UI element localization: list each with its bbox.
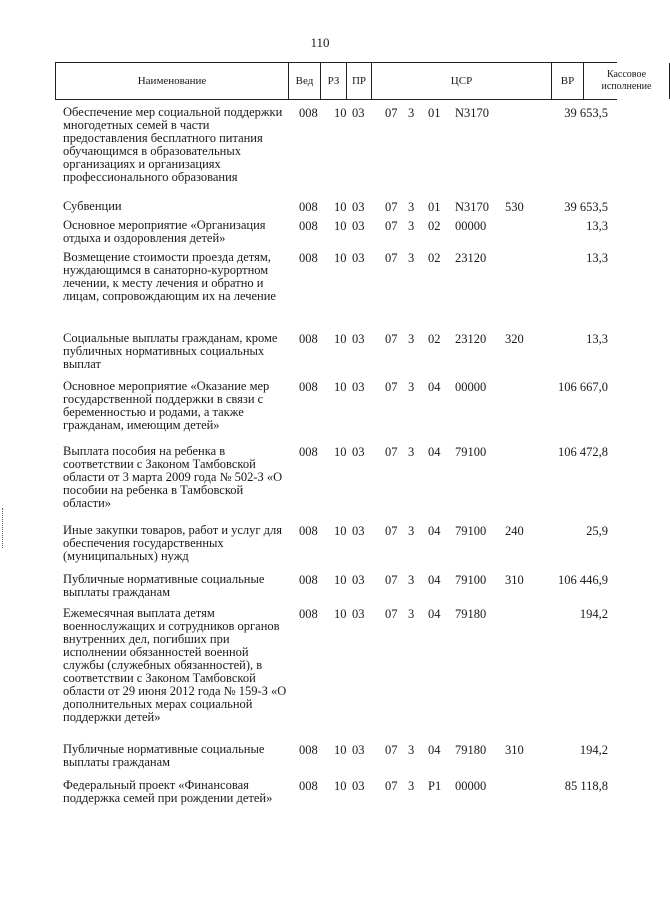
table-header [55,62,652,100]
row-rz: 10 [334,380,347,394]
header-ved: Вед [289,63,321,99]
row-ved: 008 [299,219,318,233]
header-name: Наименование [56,63,289,99]
page-number: 110 [310,35,330,50]
row-ved: 008 [299,332,318,346]
row-csr-program: 07 [385,219,398,233]
row-csr-event: 04 [428,524,441,538]
row-csr-program: 07 [385,251,398,265]
header-csr: ЦСР [372,63,552,99]
row-csr-event: 02 [428,332,441,346]
row-amount: 106 667,0 [558,380,608,394]
row-rz: 10 [334,524,347,538]
row-csr-event: 04 [428,607,441,621]
header-vr: ВР [552,63,584,99]
row-rz: 10 [334,332,347,346]
row-ved: 008 [299,251,318,265]
row-csr-program: 07 [385,743,398,757]
row-name: Публичные нормативные социальные выплаты гражданам [63,742,265,769]
row-amount: 194,2 [579,607,608,621]
header-pr: ПР [347,63,372,99]
row-csr-event: 01 [428,200,441,214]
row-csr-program: 07 [385,380,398,394]
row-vr: 310 [505,743,524,757]
row-pr: 03 [352,200,365,214]
row-name: Иные закупки товаров, работ и услуг для обеспечения государственных (муниципальных) нужд [63,523,283,563]
row-csr-direction: 00000 [455,779,487,793]
row-csr-direction: 23120 [455,251,487,265]
row-pr: 03 [352,524,365,538]
row-csr-direction: N3170 [455,106,490,120]
row-csr-direction: 79180 [455,743,487,757]
row-name: Возмещение стоимости проезда детям, нуждающимся в санаторно-курортном лечении, к месту лечения и обратно и лицам, сопровождающим их на лечение [63,250,276,303]
row-rz: 10 [334,573,347,587]
row-rz: 10 [334,743,347,757]
row-name: Социальные выплаты гражданам, кроме публичных нормативных социальных выплат [63,331,278,371]
row-csr-subprogram: 3 [408,332,415,346]
row-vr: 530 [505,200,524,214]
margin-mark [2,508,5,548]
row-pr: 03 [352,251,365,265]
row-ved: 008 [299,445,318,459]
row-pr: 03 [352,332,365,346]
row-rz: 10 [334,106,347,120]
row-pr: 03 [352,380,365,394]
row-name: Субвенции [63,199,122,213]
row-pr: 03 [352,219,365,233]
row-csr-subprogram: 3 [408,445,415,459]
row-csr-program: 07 [385,445,398,459]
row-pr: 03 [352,779,365,793]
row-amount: 25,9 [586,524,608,538]
row-csr-program: 07 [385,106,398,120]
row-name: Федеральный проект «Финансовая поддержка семей при рождении детей» [63,778,273,805]
row-csr-direction: 23120 [455,332,487,346]
row-ved: 008 [299,573,318,587]
row-amount: 85 118,8 [564,779,608,793]
row-name: Основное мероприятие «Организация отдыха и оздоровления детей» [63,218,266,245]
row-amount: 39 653,5 [564,106,608,120]
row-pr: 03 [352,445,365,459]
row-csr-program: 07 [385,524,398,538]
row-pr: 03 [352,743,365,757]
row-csr-subprogram: 3 [408,380,415,394]
row-csr-direction: N3170 [455,200,490,214]
header-cash: Кассовое исполнение [584,63,670,99]
row-amount: 106 472,8 [558,445,608,459]
row-csr-subprogram: 3 [408,524,415,538]
row-csr-program: 07 [385,573,398,587]
row-csr-program: 07 [385,332,398,346]
row-csr-direction: 79100 [455,524,487,538]
row-ved: 008 [299,524,318,538]
row-csr-event: 02 [428,251,441,265]
row-rz: 10 [334,445,347,459]
row-vr: 310 [505,573,524,587]
row-csr-program: 07 [385,779,398,793]
row-csr-direction: 79100 [455,573,487,587]
row-vr: 240 [505,524,524,538]
row-pr: 03 [352,106,365,120]
row-csr-event: 02 [428,219,441,233]
row-amount: 39 653,5 [564,200,608,214]
row-csr-subprogram: 3 [408,743,415,757]
row-ved: 008 [299,607,318,621]
row-csr-direction: 79100 [455,445,487,459]
row-rz: 10 [334,200,347,214]
row-csr-event: 04 [428,445,441,459]
row-csr-program: 07 [385,200,398,214]
header-rz: РЗ [321,63,347,99]
row-amount: 194,2 [579,743,608,757]
row-csr-event: 04 [428,380,441,394]
row-rz: 10 [334,779,347,793]
row-ved: 008 [299,106,318,120]
row-name: Основное мероприятие «Оказание мер государственной поддержки в связи с беременностью и родами, а также гражданам, имеющим детей» [63,379,270,432]
row-csr-subprogram: 3 [408,219,415,233]
row-csr-subprogram: 3 [408,251,415,265]
row-pr: 03 [352,607,365,621]
row-rz: 10 [334,251,347,265]
row-csr-event: P1 [428,779,442,793]
row-csr-direction: 00000 [455,219,487,233]
row-ved: 008 [299,743,318,757]
row-csr-event: 04 [428,743,441,757]
row-amount: 106 446,9 [558,573,608,587]
row-csr-event: 01 [428,106,441,120]
row-pr: 03 [352,573,365,587]
row-csr-subprogram: 3 [408,200,415,214]
row-csr-direction: 00000 [455,380,487,394]
row-name: Публичные нормативные социальные выплаты гражданам [63,572,265,599]
row-name: Обеспечение мер социальной поддержки многодетных семей в части предоставления бесплатного питания обучающимся в образовательных организациях и организациях профессионального образования [63,105,283,184]
row-csr-program: 07 [385,607,398,621]
row-ved: 008 [299,200,318,214]
row-amount: 13,3 [586,251,608,265]
row-csr-subprogram: 3 [408,779,415,793]
row-name: Выплата пособия на ребенка в соответствии с Законом Тамбовской области от 3 марта 2009 года № 502-З «О пособии на ребенка в Тамбовской области» [63,444,283,510]
row-rz: 10 [334,607,347,621]
row-rz: 10 [334,219,347,233]
row-csr-subprogram: 3 [408,607,415,621]
row-ved: 008 [299,380,318,394]
row-csr-subprogram: 3 [408,106,415,120]
row-csr-subprogram: 3 [408,573,415,587]
row-vr: 320 [505,332,524,346]
row-amount: 13,3 [586,332,608,346]
row-csr-event: 04 [428,573,441,587]
row-csr-direction: 79180 [455,607,487,621]
row-name: Ежемесячная выплата детям военнослужащих и сотрудников органов внутренних дел, погибших при исполнении обязанностей военной службы (служебных обязанностей), в соответствии с Законом Тамбовской области от 29 июня 2012 года № 159-З «О дополнительных мерах социальной поддержки детей» [63,606,287,724]
row-ved: 008 [299,779,318,793]
row-amount: 13,3 [586,219,608,233]
